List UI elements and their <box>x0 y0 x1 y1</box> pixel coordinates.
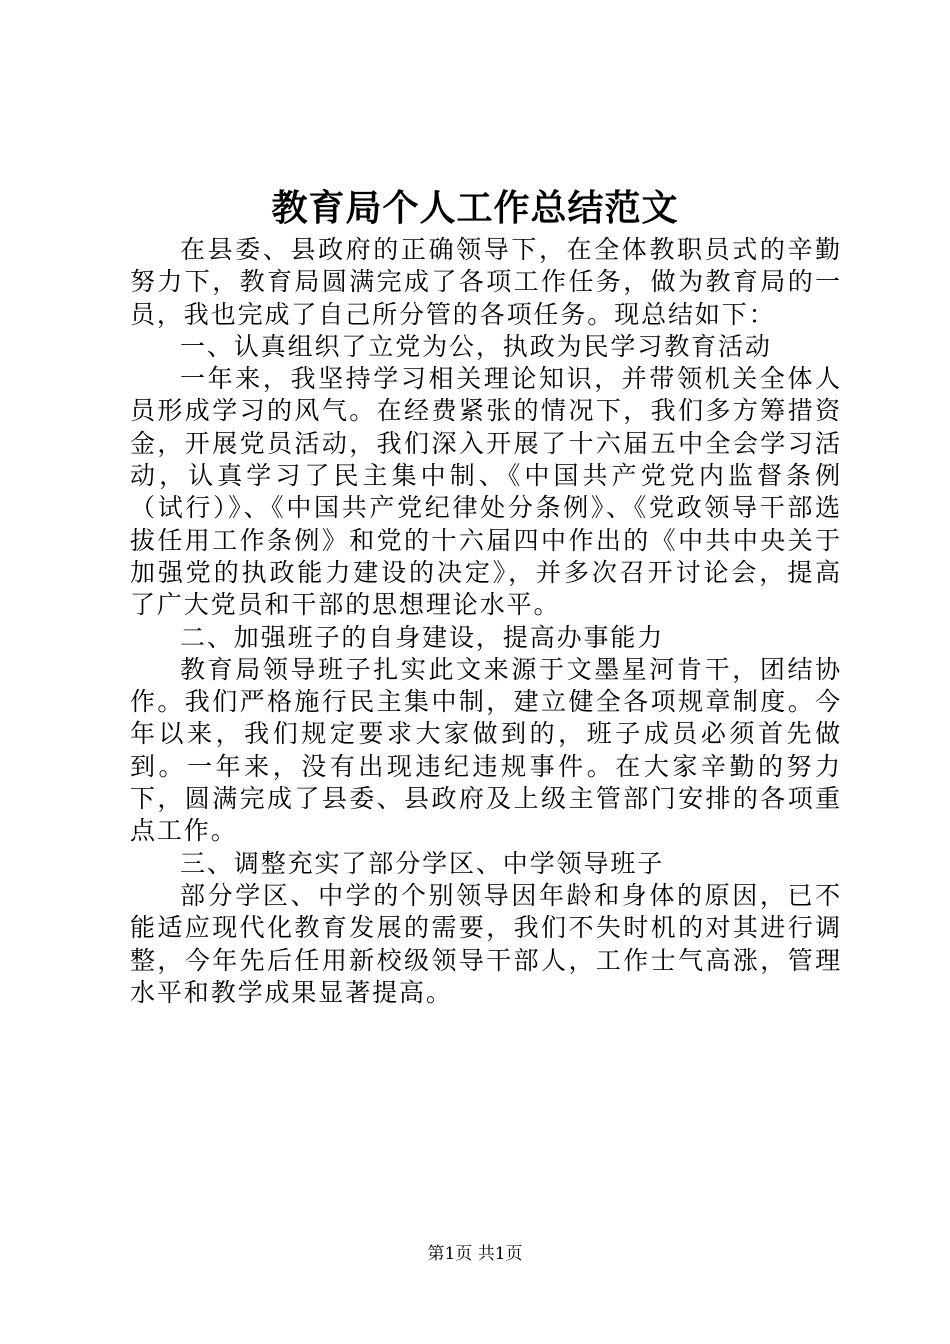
section-heading-2: 二、加强班子的自身建设，提高办事能力 <box>180 622 665 652</box>
intro-paragraph: 在县委、县政府的正确领导下，在全体教职员式的辛勤努力下，教育局圆满完成了各项工作任务，做为教育局的一员，我也完成了自己所分管的各项任务。现总结如下： <box>130 235 842 329</box>
section-heading-3: 三、调整充实了部分学区、中学领导班子 <box>180 848 665 878</box>
section-paragraph-1: 一年来，我坚持学习相关理论知识，并带领机关全体人员形成学习的风气。在经费紧张的情况下，我们多方筹措资金，开展党员活动，我们深入开展了十六届五中全会学习活动，认真学习了民主集中制、《中国共产党党内监督条例（试行）》、《中国共产党纪律处分条例》、《党政领导干部选拔任用工作条例》和党的十六届四中作出的《中共中央关于加强党的执政能力建设的决定》，并多次召开讨论会，提高了广大党员和干部的思想理论水平。 <box>130 364 842 620</box>
document-body <box>130 234 842 1009</box>
section-paragraph-3: 部分学区、中学的个别领导因年龄和身体的原因，已不能适应现代化教育发展的需要，我们不失时机的对其进行调整，今年先后任用新校级领导干部人，工作士气高涨，管理水平和教学成果显著提高。 <box>130 880 842 1007</box>
page-footer: 第1页 共1页 <box>427 1244 523 1264</box>
document-title: 教育局个人工作总结范文 <box>271 187 679 229</box>
section-heading-1: 一、认真组织了立党为公，执政为民学习教育活动 <box>180 331 772 361</box>
section-paragraph-2: 教育局领导班子扎实此文来源于文墨星河肯干，团结协作。我们严格施行民主集中制，建立健全各项规章制度。今年以来，我们规定要求大家做到的，班子成员必须首先做到。一年来，没有出现违纪违规事件。在大家辛勤的努力下，圆满完成了县委、县政府及上级主管部门安排的各项重点工作。 <box>130 654 842 846</box>
